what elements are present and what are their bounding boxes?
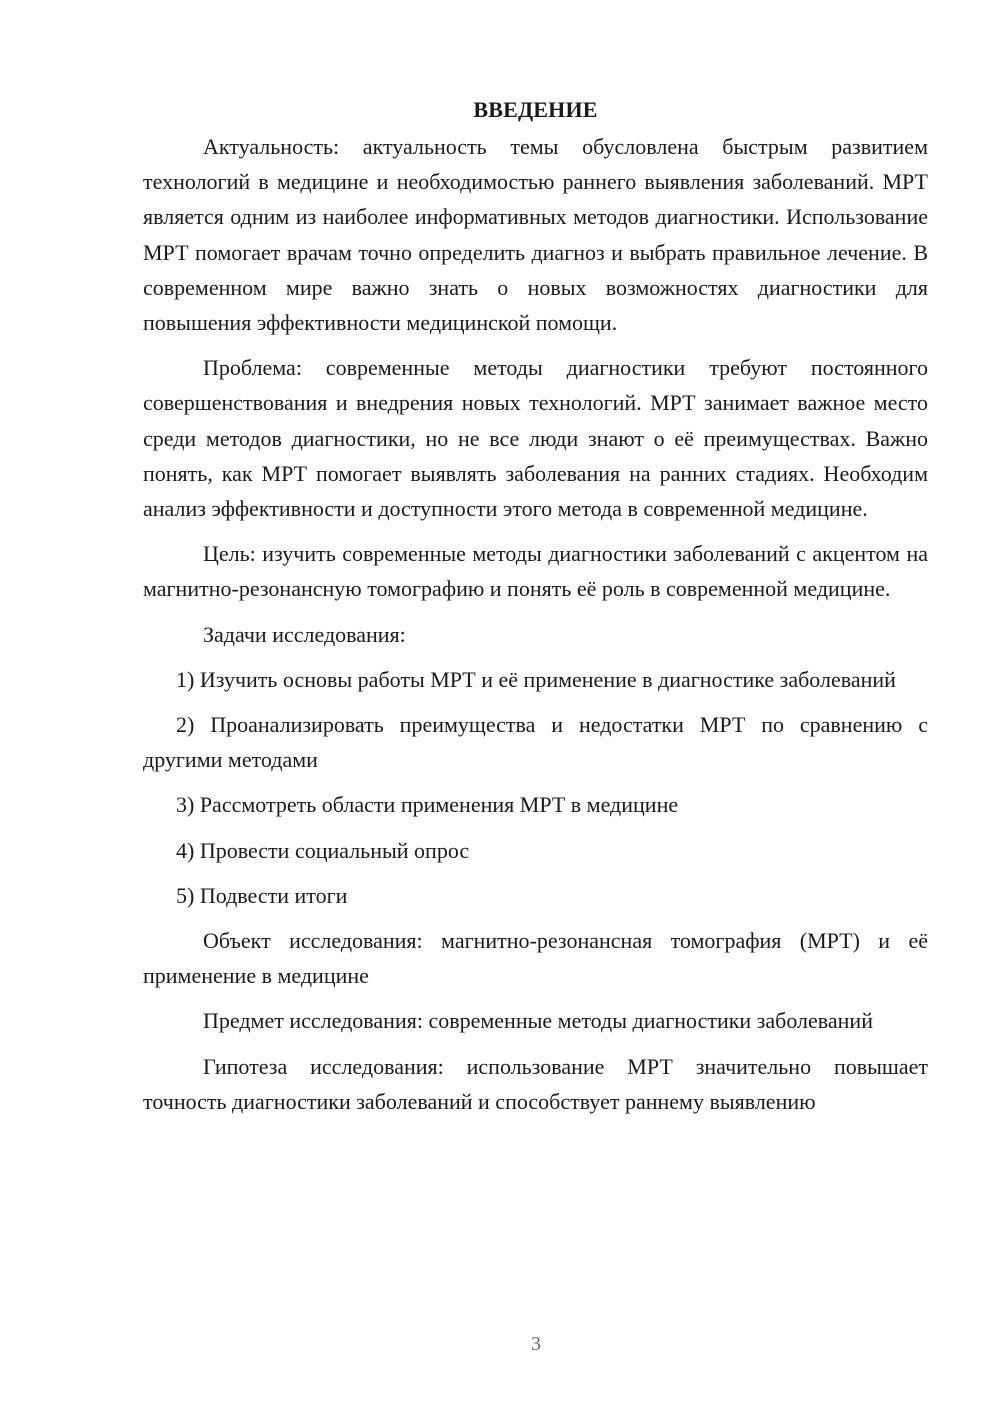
document-page <box>143 92 928 1129</box>
page-number: 3 <box>531 1333 541 1355</box>
section-heading: ВВЕДЕНИЕ <box>473 97 598 122</box>
task-item: 3) Рассмотреть области применения МРТ в медицине <box>176 792 679 818</box>
relevance-paragraph: Актуальность: актуальность темы обусловлена быстрым развитием технологий в медицине и необходимостью раннего выявления заболеваний. МРТ является одним из наиболее информативных методов диагностики. Использование МРТ помогает врачам точно определить диагноз и выбрать правильное лечение. В современном мире важно знать о новых возможностях диагностики для повышения эффективности медицинской помощи. <box>143 134 928 336</box>
task-item: 4) Провести социальный опрос <box>176 837 470 863</box>
task-item: 1) Изучить основы работы МРТ и её применение в диагностике заболеваний <box>176 666 896 692</box>
goal-paragraph: Цель: изучить современные методы диагностики заболеваний с акцентом на магнитно-резонансную томографию и понять её роль в современной медицине. <box>143 541 928 602</box>
subject-paragraph: Предмет исследования: современные методы диагностики заболеваний <box>203 1008 873 1034</box>
problem-paragraph: Проблема: современные методы диагностики требуют постоянного совершенствования и внедрения новых технологий. МРТ занимает важное место среди методов диагностики, но не все люди знают о её преимуществах. Важно понять, как МРТ помогает выявлять заболевания на ранних стадиях. Необходим анализ эффективности и доступности этого метода в современной медицине. <box>143 355 928 522</box>
task-item: 5) Подвести итоги <box>176 882 348 908</box>
task-item: 2) Проанализировать преимущества и недостатки МРТ по сравнению с другими методами <box>143 712 928 773</box>
tasks-title: Задачи исследования: <box>203 621 406 647</box>
hypothesis-paragraph: Гипотеза исследования: использование МРТ значительно повышает точность диагностики заболеваний и способствует раннему выявлению <box>143 1053 928 1114</box>
object-paragraph: Объект исследования: магнитно-резонансная томография (МРТ) и её применение в медицине <box>143 928 928 989</box>
